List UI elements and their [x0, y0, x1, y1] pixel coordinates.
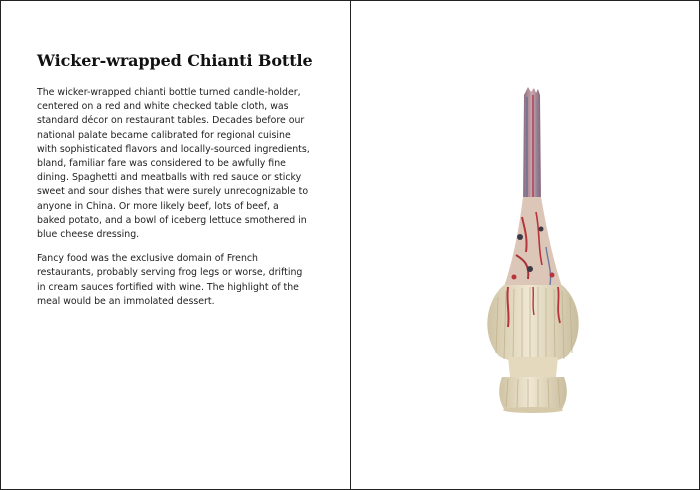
- chianti-bottle-illustration: [478, 87, 588, 423]
- body-paragraph: The wicker-wrapped chianti bottle turned candle-holder, centered on a red and white checked table cloth, was standard décor on restaurant tables. Decades before our national palate became calibrated for regional cuisine with sophisticated flavors and locally-sourced ingredients, bland, familiar fare was considered to be awfully fine dining. Spaghetti and meatballs with red sauce or sticky sweet and sour dishes that were surely unrecognizable to anyone in China. Or more likely beef, lots of beef, a baked potato, and a bowl of iceberg lettuce smothered in blue cheese dressing.: [37, 87, 310, 241]
- right-page: [350, 1, 699, 489]
- body-paragraph: Fancy food was the exclusive domain of French restaurants, probably serving frog legs or worse, drifting in cream sauces fortified with wine. The highlight of the meal would be an immolated dessert.: [37, 253, 303, 307]
- page-title: Wicker-wrapped Chianti Bottle: [37, 51, 313, 70]
- left-page: [1, 1, 350, 489]
- chianti-bottle-photo: [478, 87, 588, 423]
